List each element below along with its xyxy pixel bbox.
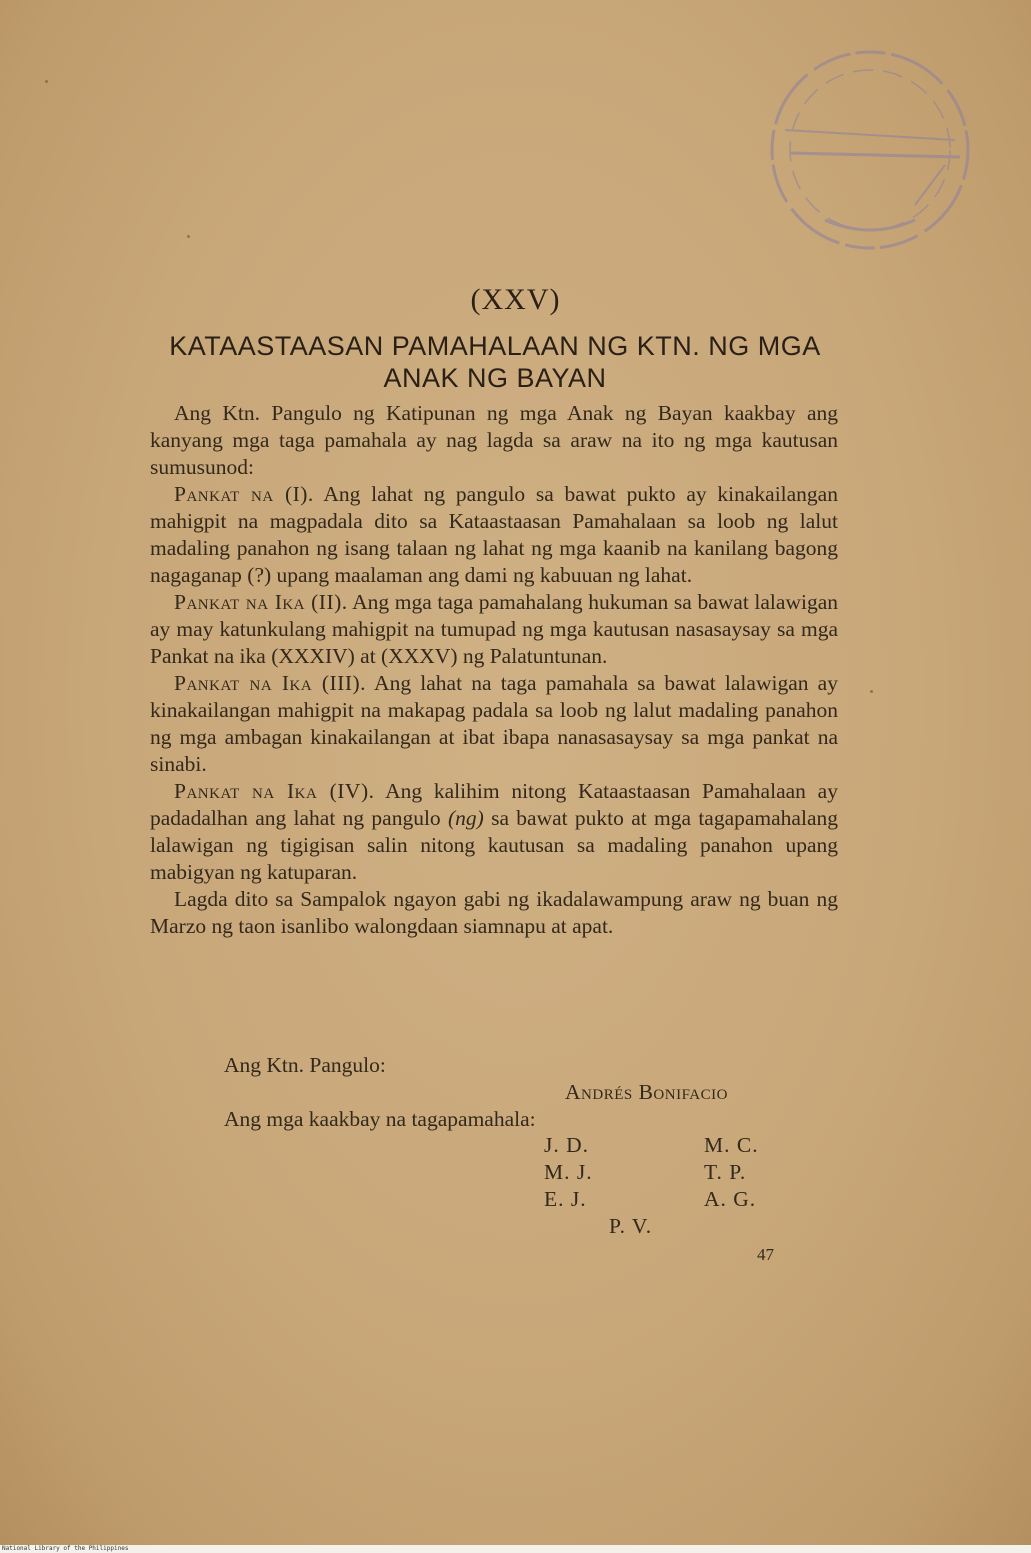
president-name: Andrés Bonifacio [565,1080,728,1104]
scan-speck [870,690,873,693]
article-3-label: Pankat na Ika (III). [174,671,367,695]
intro-paragraph: Ang Ktn. Pangulo ng Katipunan ng mga Anak ng Bayan kaakbay ang kanyang mga taga pamahala ay nag lagda sa araw na ito ng mga kautusan sumusunod: [150,401,838,479]
article-1-text: Ang lahat ng pangulo sa bawat pukto ay kinakailangan mahigpit na magpadala dito sa Kataastaasan Pamahalaan sa loob ng lalut madaling panahon ng isang talaan ng lahat ng mga kaanib na kanilang bagong nagaganap (?) upang maalaman ang dami ng kabuuan ng lahat. [150,482,838,587]
document-body [150,400,838,940]
officer-initials: T. P. [704,1160,747,1184]
article-4-italic: (ng) [447,806,484,830]
scan-speck [45,80,48,83]
closing-paragraph: Lagda dito sa Sampalok ngayon gabi ng ikadalawampung araw ng buan ng Marzo ng taon isanlibo walongdaan siamnapu at apat. [150,887,838,938]
section-number: (XXV) [470,283,561,316]
footer-strip [0,1545,1031,1553]
officer-initials: P. V. [609,1214,653,1238]
article-4-text-b: sa bawat pukto at mga tagapamahalang lalawigan ng tigigisan salin nitong kautusan sa madaling panahon upang mabigyan ng katuparan. [150,806,838,884]
article-4-label: Pankat na Ika (IV). [174,779,375,803]
article-2-label: Pankat na Ika (II). [174,590,348,614]
document-title: KATAASTAASAN PAMAHALAAN NG KTN. NG MGA ANAK NG BAYAN [169,331,821,393]
article-3-text: Ang lahat na taga pamahala sa bawat lalawigan ay kinakailangan mahigpit na makapag padala sa loob ng lalut madaling panahon ng mga ambagan kinakailangan at ibat ibapa nanasasaysay sa mga pankat na sinabi. [150,671,838,776]
officers-label: Ang mga kaakbay na tagapamahala: [224,1107,536,1131]
officer-initials: E. J. [544,1187,587,1211]
page-number: 47 [757,1245,774,1264]
article-2 [150,589,838,670]
president-label: Ang Ktn. Pangulo: [224,1053,386,1077]
article-4-text-a: Ang kalihim nitong Kataastaasan Pamahalaan ay padadalhan ang lahat ng pangulo [150,779,838,830]
officer-initials: J. D. [544,1133,590,1157]
article-3 [150,670,838,778]
footer-credit: National Library of the Philippines [2,1545,129,1552]
article-4 [150,778,838,886]
library-stamp-icon [765,45,975,255]
officer-initials: M. C. [704,1133,759,1157]
article-2-text: Ang mga taga pamahalang hukuman sa bawat lalawigan ay may katunkulang mahigpit na tumupad ng mga kautusan nasasaysay sa mga Pankat na ika (XXXIV) at (XXXV) ng Palatuntunan. [150,590,838,668]
article-1 [150,481,838,589]
officer-initials: A. G. [704,1187,757,1211]
officer-initials: M. J. [544,1160,593,1184]
scan-speck [187,235,190,238]
article-1-label: Pankat na (I). [174,482,314,506]
